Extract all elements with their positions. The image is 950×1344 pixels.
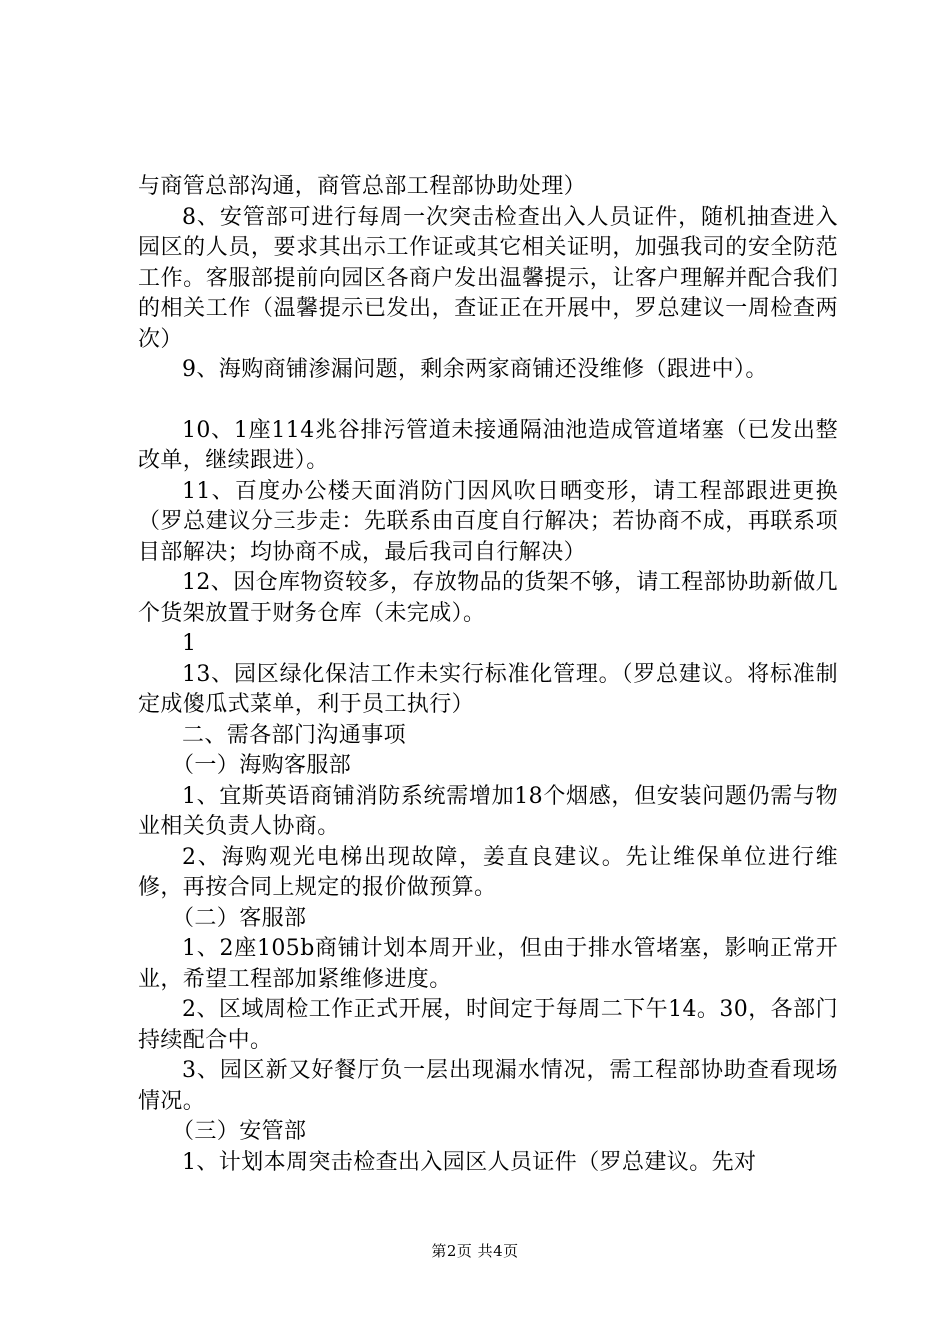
paragraph-item-13: 13、园区绿化保洁工作未实行标准化管理。（罗总建议。将标准制定成傻瓜式菜单，利于员工执行）	[138, 661, 838, 717]
paragraph-item-9: 9、海购商铺渗漏问题，剩余两家商铺还没维修（跟进中）。	[182, 357, 768, 382]
paragraph-kefu-3: 3、园区新又好餐厅负一层出现漏水情况，需工程部协助查看现场情况。	[138, 1058, 838, 1114]
paragraph-kefu-1: 1、2座105b商铺计划本周开业，但由于排水管堵塞，影响正常开业，希望工程部加紧维修进度。	[138, 936, 838, 992]
paragraph-haigou-2: 2、海购观光电梯出现故障，姜直良建议。先让维保单位进行维修，再按合同上规定的报价做预算。	[138, 844, 838, 900]
subsection-heading-kefu: （二）客服部	[172, 905, 307, 931]
paragraph-item-8: 8、安管部可进行每周一次突击检查出入人员证件，随机抽查进入园区的人员，要求其出示工作证或其它相关证明，加强我司的安全防范工作。客服部提前向园区各商户发出温馨提示，让客户理解并配合我们的相关工作（温馨提示已发出，查证正在开展中，罗总建议一周检查两次）	[138, 204, 838, 352]
page-footer: 第2页 共4页	[431, 1242, 519, 1260]
paragraph-haigou-1: 1、宜斯英语商铺消防系统需增加18个烟感，但安装问题仍需与物业相关负责人协商。	[138, 783, 838, 839]
paragraph-kefu-2: 2、区域周检工作正式开展，时间定于每周二下午14。30，各部门持续配合中。	[138, 997, 838, 1053]
document-body	[138, 172, 838, 1178]
section-heading-2: 二、需各部门沟通事项	[182, 722, 407, 748]
stray-page-number: 1	[182, 631, 197, 656]
subsection-heading-haigou: （一）海购客服部	[172, 753, 352, 778]
paragraph-continuation: 与商管总部沟通，商管总部工程部协助处理）	[138, 174, 587, 199]
paragraph-anguan-1: 1、计划本周突击检查出入园区人员证件（罗总建议。先对	[182, 1149, 757, 1175]
paragraph-item-11: 11、百度办公楼天面消防门因风吹日晒变形，请工程部跟进更换（罗总建议分三步走：先联系由百度自行解决；若协商不成，再联系项目部解决；均协商不成，最后我司自行解决）	[138, 478, 838, 565]
paragraph-item-12: 12、因仓库物资较多，存放物品的货架不够，请工程部协助新做几个货架放置于财务仓库（未完成）。	[138, 570, 838, 626]
paragraph-item-10: 10、1座114兆谷排污管道未接通隔油池造成管道堵塞（已发出整改单，继续跟进）。	[138, 417, 838, 473]
subsection-heading-anguan: （三）安管部	[172, 1119, 307, 1144]
